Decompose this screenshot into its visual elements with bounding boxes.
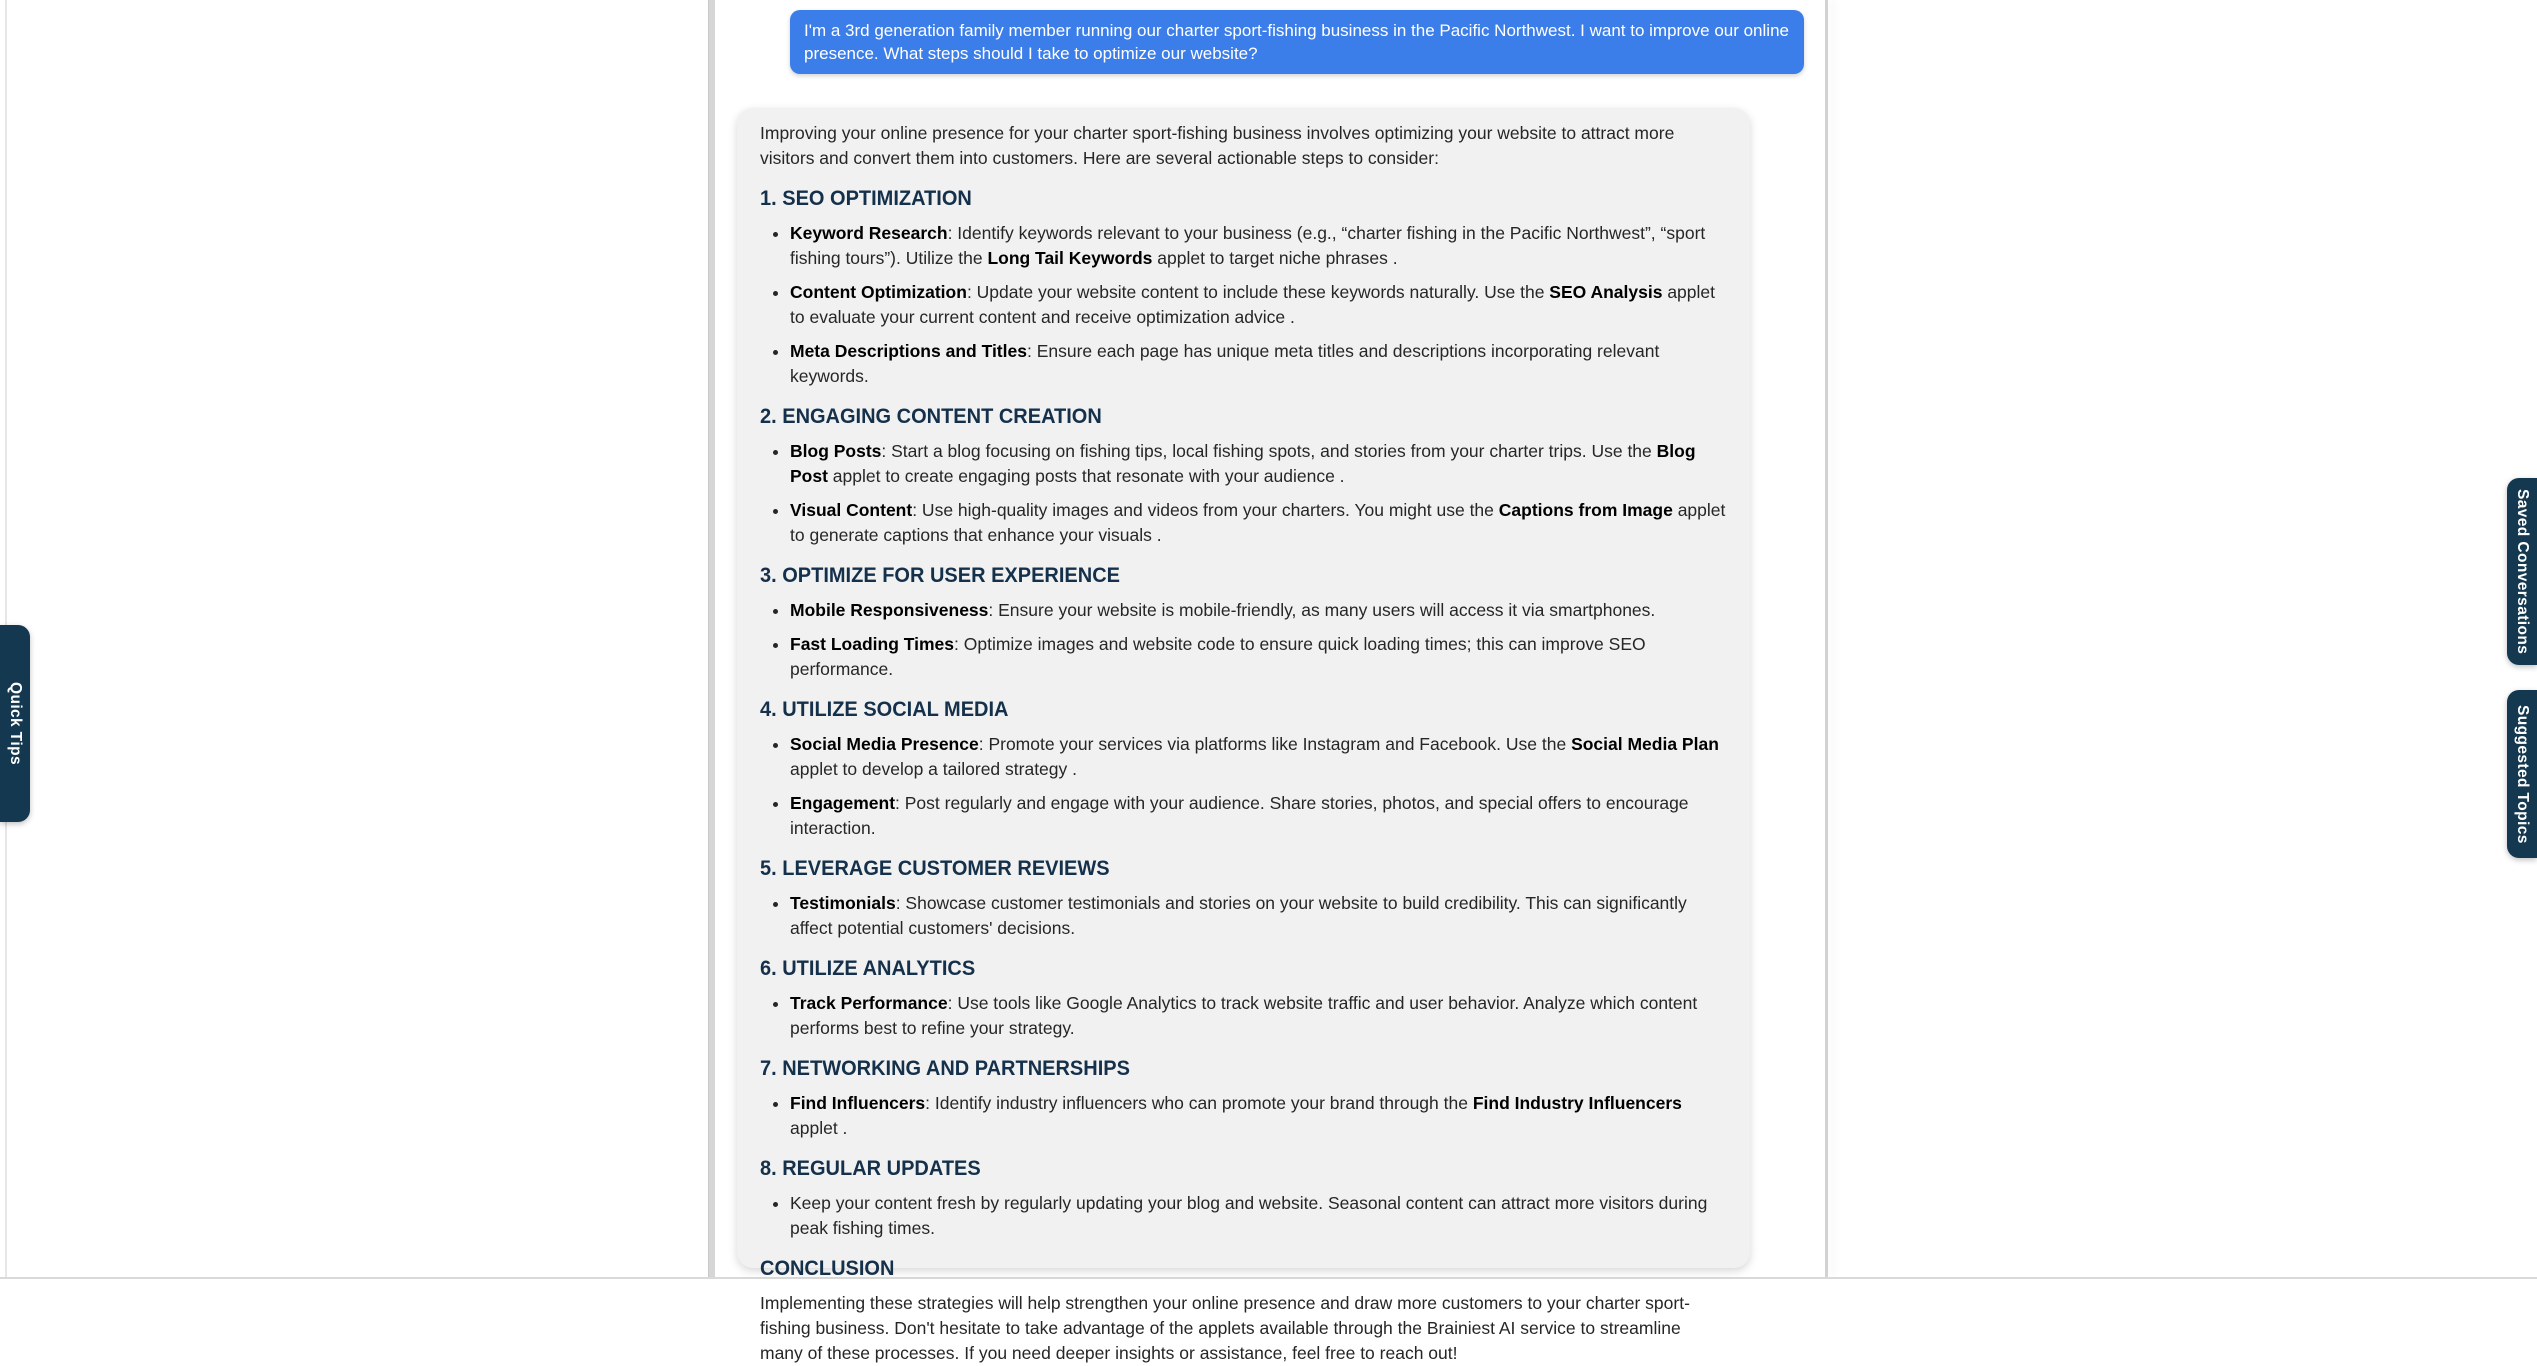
section-bullet-list (760, 598, 1727, 682)
bullet-item: • Meta Descriptions and Titles: Ensure each page has unique meta titles and descriptions incorporating relevant keywords. (790, 339, 1727, 389)
bullet-item: • Social Media Presence: Promote your services via platforms like Instagram and Facebook. Use the Social Media Plan applet to develop a tailored strategy . (790, 732, 1727, 782)
section-heading: 3. OPTIMIZE FOR USER EXPERIENCE (760, 563, 1120, 587)
bullet-item: • Content Optimization: Update your website content to include these keywords naturally. Use the SEO Analysis applet to evaluate your current content and receive optimization advice . (790, 280, 1727, 330)
bullet-item: • Engagement: Post regularly and engage with your audience. Share stories, photos, and special offers to encourage interaction. (790, 791, 1727, 841)
bullet-item: • Fast Loading Times: Optimize images and website code to ensure quick loading times; this can improve SEO performance. (790, 632, 1727, 682)
section-bullet-list (760, 439, 1727, 548)
quick-tips-tab-label: Quick Tips (7, 682, 24, 765)
conclusion-heading: CONCLUSION (760, 1256, 895, 1280)
bullet-item: • Mobile Responsiveness: Ensure your website is mobile-friendly, as many users will access it via smartphones. (790, 598, 1727, 623)
assistant-sections (760, 185, 1727, 1241)
section-heading: 6. UTILIZE ANALYTICS (760, 956, 976, 980)
section-heading: 2. ENGAGING CONTENT CREATION (760, 404, 1102, 428)
section-bullet-list (760, 221, 1727, 389)
section-heading: 8. REGULAR UPDATES (760, 1156, 981, 1180)
intro-paragraph: Improving your online presence for your charter sport-fishing business involves optimizing your website to attract more visitors and convert them into customers. Here are several actionable steps to consider: (760, 123, 1675, 168)
bullet-item: • Track Performance: Use tools like Google Analytics to track website traffic and user behavior. Analyze which content performs best to refine your strategy. (790, 991, 1727, 1041)
bullet-item: • Keyword Research: Identify keywords relevant to your business (e.g., “charter fishing in the Pacific Northwest”, “sport fishing tours”). Utilize the Long Tail Keywords applet to target niche phrases . (790, 221, 1727, 271)
section-bullet-list (760, 1091, 1727, 1141)
section-bullet-list (760, 991, 1727, 1041)
section-bullet-list (760, 1191, 1727, 1241)
section-bullet-list (760, 891, 1727, 941)
chat-scrollbar[interactable] (708, 0, 715, 1277)
user-message-text: I'm a 3rd generation family member running our charter sport-fishing business in the Pacific Northwest. I want to improve our online presence. What steps should I take to optimize our website? (804, 21, 1789, 63)
bullet-item: • Testimonials: Showcase customer testimonials and stories on your website to build credibility. This can significantly affect potential customers' decisions. (790, 891, 1727, 941)
assistant-response-card (737, 108, 1750, 1363)
section-heading: 4. UTILIZE SOCIAL MEDIA (760, 697, 1009, 721)
bullet-item: • Find Influencers: Identify industry influencers who can promote your brand through the Find Industry Influencers applet . (790, 1091, 1727, 1141)
section-heading: 7. NETWORKING AND PARTNERSHIPS (760, 1056, 1130, 1080)
conclusion-paragraph: Implementing these strategies will help strengthen your online presence and draw more customers to your charter sport-fishing business. Don't hesitate to take advantage of the applets available through the Brainiest AI service to streamline many of these processes. If you need deeper insights or assistance, feel free to reach out! (760, 1293, 1690, 1363)
quick-tips-tab[interactable] (0, 625, 30, 822)
saved-conversations-tab-label: Saved Conversations (2514, 488, 2531, 655)
saved-conversations-tab[interactable] (2507, 478, 2537, 665)
section-heading: 1. SEO OPTIMIZATION (760, 186, 972, 210)
section-heading: 5. LEVERAGE CUSTOMER REVIEWS (760, 856, 1110, 880)
bullet-item: • Keep your content fresh by regularly updating your blog and website. Seasonal content can attract more visitors during peak fishing times. (790, 1191, 1727, 1241)
user-message-bubble (790, 10, 1804, 74)
suggested-topics-tab-label: Suggested Topics (2514, 704, 2531, 844)
section-bullet-list (760, 732, 1727, 841)
right-panel-divider (1825, 0, 1828, 1277)
bullet-item: • Blog Posts: Start a blog focusing on fishing tips, local fishing spots, and stories from your charter trips. Use the Blog Post applet to create engaging posts that resonate with your audience . (790, 439, 1727, 489)
bullet-item: • Visual Content: Use high-quality images and videos from your charters. You might use the Captions from Image applet to generate captions that enhance your visuals . (790, 498, 1727, 548)
suggested-topics-tab[interactable] (2507, 690, 2537, 858)
